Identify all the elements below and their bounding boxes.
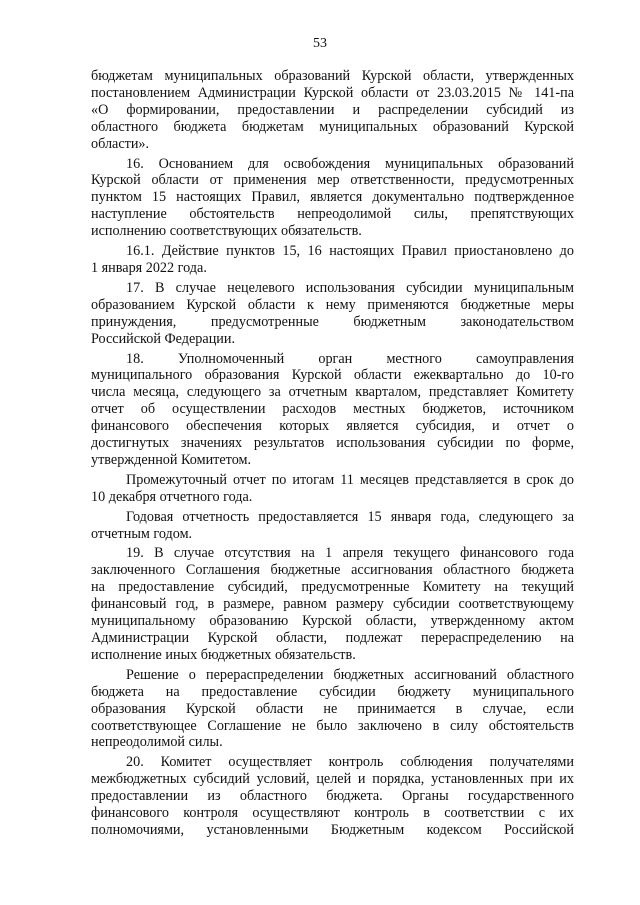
text-line: Курской области от применения мер ответственности, предусмотренных	[91, 172, 574, 189]
text-line: постановлением Администрации Курской области от 23.03.2015 № 141-па	[91, 84, 574, 101]
text-line: принуждения, предусмотренные бюджетным законодательством	[91, 313, 574, 330]
text-line: 16.1. Действие пунктов 15, 16 настоящих Правил приостановлено до	[126, 243, 574, 260]
text-line: межбюджетных субсидий условий, целей и порядка, установленных при их	[91, 771, 574, 788]
paragraph	[91, 472, 574, 506]
text-line: утвержденной Комитетом.	[91, 451, 252, 468]
text-line: Российской Федерации.	[91, 330, 236, 347]
text-line: 10 декабря отчетного года.	[91, 488, 253, 505]
text-line: области».	[91, 135, 150, 152]
text-line: финансового контроля осуществляют контроль в соответствии с их	[91, 805, 574, 822]
text-line: областного бюджета бюджетам муниципальных образований Курской	[91, 118, 574, 135]
text-line: наступление обстоятельств непреодолимой силы, препятствующих	[91, 206, 574, 223]
paragraph	[91, 243, 574, 277]
text-line: «О формировании, предоставлении и распределении субсидий из	[91, 101, 574, 118]
page-number: 53	[313, 36, 327, 51]
text-line: муниципальному образованию Курской области, утвержденному актом	[91, 613, 574, 630]
text-line: предоставлении из областного бюджета. Органы государственного	[91, 788, 574, 805]
text-line: отчет об осуществлении расходов местных бюджетов, источником	[91, 401, 574, 418]
text-line: муниципального образования Курской области ежеквартально до 10-го	[91, 367, 574, 384]
paragraph	[91, 509, 574, 543]
text-line: непреодолимой силы.	[91, 734, 223, 751]
paragraph	[91, 280, 574, 348]
text-line: образованием Курской области к нему применяются бюджетные меры	[91, 296, 574, 313]
text-line: Администрации Курской области, подлежат перераспределению на	[91, 630, 574, 646]
text-line: Решение о перераспределении бюджетных ассигнований областного	[126, 666, 574, 683]
text-line: 17. В случае нецелевого использования субсидии муниципальным	[126, 279, 574, 296]
text-line: 16. Основанием для освобождения муниципальных образований	[126, 155, 574, 172]
text-line: финансовый год, в размере, равном размеру субсидии соответствующему	[91, 596, 574, 613]
text-line: бюджетам муниципальных образований Курской области, утвержденных	[91, 68, 574, 84]
paragraph	[91, 351, 574, 469]
text-line: бюджета на предоставление субсидии бюджету муниципального	[91, 683, 574, 700]
text-line: числа месяца, следующего за отчетным кварталом, представляет Комитету	[91, 384, 574, 401]
text-line: соответствующее Соглашение не было заключено в силу обстоятельств	[91, 717, 574, 734]
text-line: 18. Уполномоченный орган местного самоуправления	[126, 350, 574, 367]
text-line: на предоставление субсидий, предусмотренные Комитету на текущий	[91, 579, 574, 596]
text-line: 1 января 2022 года.	[91, 259, 207, 276]
paragraph	[91, 754, 574, 839]
text-line: исполнению соответствующих обязательств.	[91, 223, 362, 240]
text-line: 20. Комитет осуществляет контроль соблюдения получателями	[126, 754, 574, 771]
text-line: исполнение иных бюджетных обязательств.	[91, 646, 356, 663]
paragraph	[91, 156, 574, 241]
paragraph	[91, 68, 574, 153]
text-line: пунктом 15 настоящих Правил, является документально подтвержденное	[91, 189, 574, 206]
document-body	[91, 68, 574, 842]
text-line: Промежуточный отчет по итогам 11 месяцев представляется в срок до	[126, 471, 574, 488]
text-line: отчетным годом.	[91, 525, 193, 542]
text-line: образования Курской области не принимается в случае, если	[91, 700, 574, 717]
paragraph	[91, 667, 574, 752]
text-line: Годовая отчетность предоставляется 15 января года, следующего за	[126, 508, 574, 525]
text-line: финансового обеспечения которых является субсидия, и отчет о	[91, 418, 574, 435]
text-line: 19. В случае отсутствия на 1 апреля текущего финансового года	[126, 545, 574, 562]
text-line: достигнутых значениях результатов использования субсидии по форме,	[91, 435, 574, 452]
paragraph	[91, 545, 574, 663]
text-line: полномочиями, установленными Бюджетным кодексом Российской	[91, 821, 574, 838]
text-line: заключенного Соглашения бюджетные ассигнования областного бюджета	[91, 562, 574, 579]
